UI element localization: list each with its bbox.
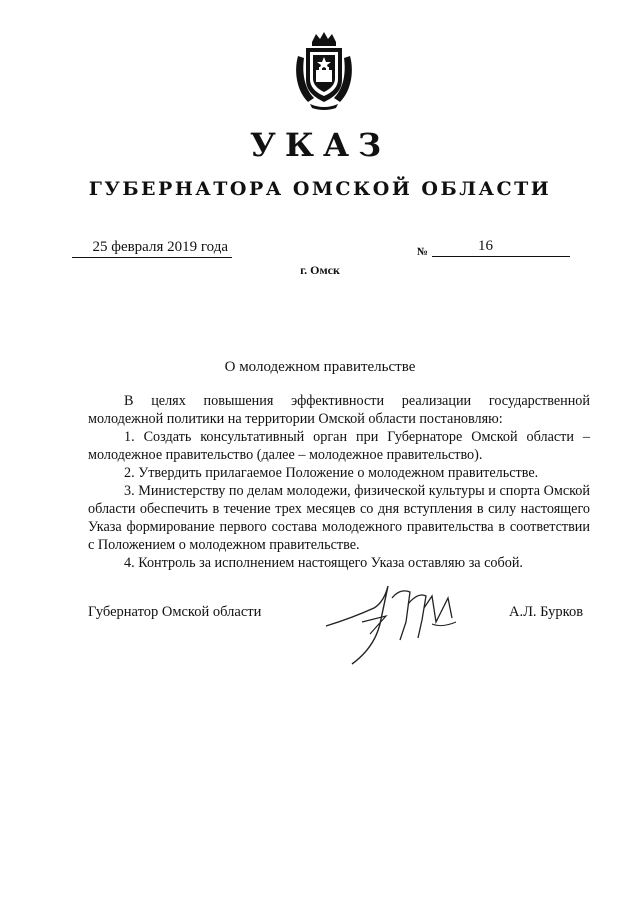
decree-number <box>432 236 570 257</box>
body-paragraph-3: 3. Министерству по делам молодежи, физической культуры и спорта Омской области обеспечить в течение трех месяцев со дня вступления в силу настоящего Указа формирование первого состава молодежного правительства в соответствии с Положением о молодежном правительстве. <box>88 483 590 553</box>
body-paragraph-2: 2. Утвердить прилагаемое Положение о молодежном правительстве. <box>124 465 539 481</box>
body-paragraph-4: 4. Контроль за исполнением настоящего Указа оставляю за собой. <box>124 555 523 571</box>
body-paragraph-preamble: В целях повышения эффективности реализации государственной молодежной политики на территории Омской области постановляю: <box>88 393 590 427</box>
decree-date: 25 февраля 2019 года <box>72 237 232 258</box>
issuer-title: ГУБЕРНАТОРА ОМСКОЙ ОБЛАСТИ <box>88 178 552 200</box>
signer-position: Губернатор Омской области <box>88 604 262 620</box>
decree-number-value: 16 <box>478 238 493 254</box>
document-title-ukaz: УКАЗ <box>249 126 391 164</box>
city: г. Омск <box>300 263 340 277</box>
body-paragraph-1: 1. Создать консультативный орган при Губернаторе Омской области – молодежное правительство (далее – молодежное правительство). <box>88 429 590 463</box>
signer-name: А.Л. Бурков <box>509 604 584 620</box>
decree-body <box>88 392 590 572</box>
handwritten-signature-icon <box>322 578 462 668</box>
coat-of-arms-icon <box>292 30 356 110</box>
number-label: № <box>417 246 429 258</box>
decree-subject: О молодежном правительстве <box>224 359 416 375</box>
